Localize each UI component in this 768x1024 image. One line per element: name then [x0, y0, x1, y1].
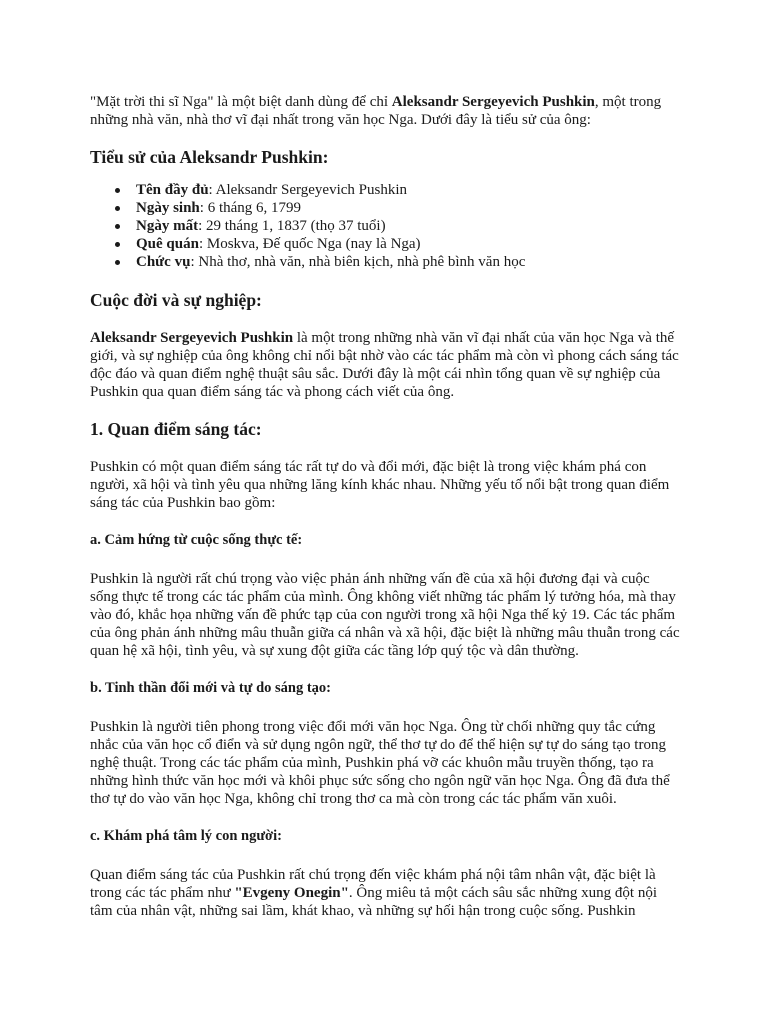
subsection-b-paragraph: Pushkin là người tiên phong trong việc đổi mới văn học Nga. Ông từ chối những quy tắc cứng nhắc của văn học cổ điển và sử dụng ngôn ngữ, thể thơ tự do để thể hiện sự tự do sáng tạo trong nghệ thuật. Trong các tác phẩm của mình, Pushkin phá vỡ các khuôn mẫu truyền thống, tạo ra những hình thức văn học mới và khôi phục sức sống cho ngôn ngữ văn học Nga. Ông đã đưa thể thơ tự do vào văn học Nga, không chỉ trong thơ ca mà còn trong các tác phẩm văn xuôi. [90, 719, 670, 807]
intro-paragraph: "Mặt trời thi sĩ Nga" là một biệt danh dùng để chỉ Aleksandr Sergeyevich Pushkin, một trong những nhà văn, nhà thơ vĩ đại nhất trong văn học Nga. Dưới đây là tiểu sử của ông: [90, 94, 662, 128]
subsection-b-heading: b. Tinh thần đổi mới và tự do sáng tạo: [90, 680, 332, 696]
pushkin-name-bold: Aleksandr Sergeyevich Pushkin [391, 94, 595, 110]
subsection-a-paragraph: Pushkin là người rất chú trọng vào việc phản ánh những vấn đề của xã hội đương đại và cuộc sống thực tế trong các tác phẩm của mình. Ông không viết những tác phẩm lý tưởng hóa, mà thay vào đó, khắc họa những vấn đề phức tạp của con người trong xã hội Nga thế kỷ 19. Các tác phẩm của ông phản ánh những mâu thuẫn giữa cá nhân và xã hội, đặc biệt là những mâu thuẫn trong các quan hệ xã hội, tình yêu, và sự xung đột giữa các tầng lớp quý tộc và dân thường. [90, 571, 680, 659]
subsection-c-heading: c. Khám phá tâm lý con người: [90, 828, 282, 844]
list-item: Tên đầy đủ: Aleksandr Sergeyevich Pushkin [136, 181, 680, 199]
section-1-heading: 1. Quan điểm sáng tác: [90, 419, 262, 439]
section-1-paragraph: Pushkin có một quan điểm sáng tác rất tự do và đổi mới, đặc biệt là trong việc khám phá con người, xã hội và tình yêu qua những lăng kính khác nhau. Những yếu tố nổi bật trong quan điểm sáng tác của Pushkin bao gồm: [90, 459, 670, 511]
career-paragraph: Aleksandr Sergeyevich Pushkin là một trong những nhà văn vĩ đại nhất của văn học Nga và thế giới, và sự nghiệp của ông không chỉ nổi bật nhờ vào các tác phẩm mà còn vì phong cách sáng tác độc đáo và quan điểm nghệ thuật sâu sắc. Dưới đây là một cái nhìn tổng quan về sự nghiệp của Pushkin qua quan điểm sáng tác và phong cách viết của ông. [90, 330, 679, 400]
list-item: Chức vụ: Nhà thơ, nhà văn, nhà biên kịch, nhà phê bình văn học [136, 253, 680, 271]
career-heading: Cuộc đời và sự nghiệp: [90, 290, 262, 310]
work-title-bold: "Evgeny Onegin" [234, 885, 349, 901]
list-item: Ngày sinh: 6 tháng 6, 1799 [136, 199, 680, 217]
biography-list [90, 181, 680, 271]
subsection-a-heading: a. Cảm hứng từ cuộc sống thực tế: [90, 532, 303, 548]
document-body [90, 93, 680, 920]
list-item: Quê quán: Moskva, Đế quốc Nga (nay là Nga) [136, 235, 680, 253]
subsection-c-paragraph: Quan điểm sáng tác của Pushkin rất chú trọng đến việc khám phá nội tâm nhân vật, đặc biệt là trong các tác phẩm như "Evgeny Onegin". Ông miêu tả một cách sâu sắc những xung đột nội tâm của nhân vật, những sai lầm, khát khao, và những sự hối hận trong cuộc sống. Pushkin [90, 867, 657, 919]
list-item: Ngày mất: 29 tháng 1, 1837 (thọ 37 tuổi) [136, 217, 680, 235]
biography-heading: Tiểu sử của Aleksandr Pushkin: [90, 147, 329, 167]
